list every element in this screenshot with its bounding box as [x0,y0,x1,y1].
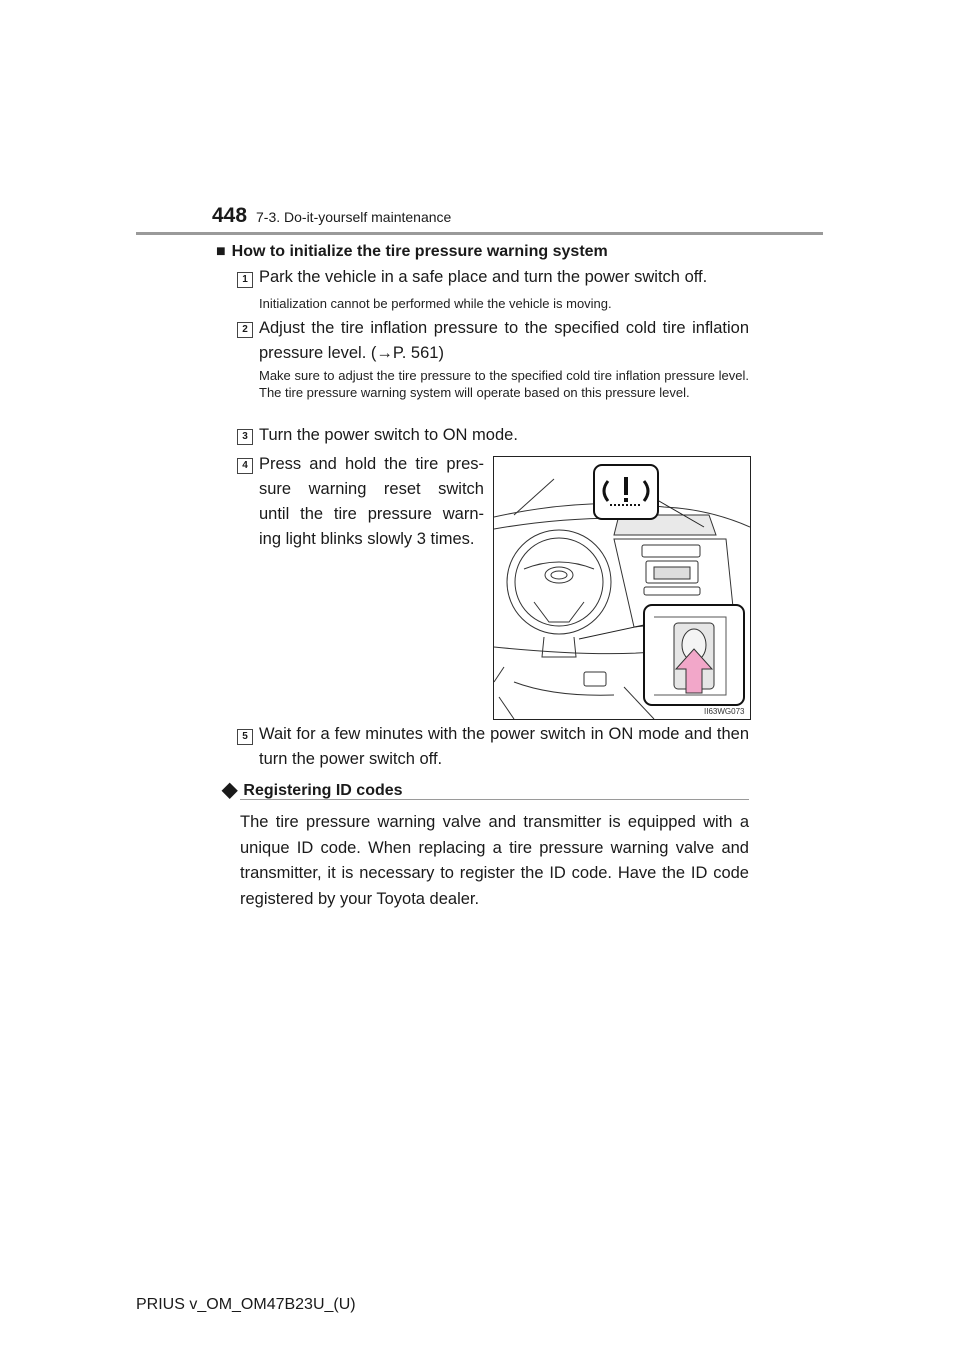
subsection-heading [222,776,403,801]
section-title: 7-3. Do-it-yourself maintenance [256,209,452,225]
dashboard-drawing [494,457,750,719]
step-1-note: Initialization cannot be performed while the vehicle is moving. [259,296,612,311]
step-number-1: 1 [237,272,253,288]
dashboard-illustration [493,456,751,720]
step-number-5: 5 [237,729,253,745]
step-2-note: Make sure to adjust the tire pressure to the specified cold tire inflation pressure level. The tire pressure warning system will operate based on this pressure level. [259,368,749,400]
step-4-text [259,452,484,552]
procedure-heading-text: How to initialize the tire pressure warning system [231,243,608,260]
header-divider [136,232,823,235]
step-1-text: Park the vehicle in a safe place and turn the power switch off. [259,268,708,286]
step-number-4: 4 [237,458,253,474]
step-2-text: Adjust the tire inflation pressure to the specified cold tire inflation pressure level. (→P. 561) [259,319,749,362]
step-4-line: Press and hold the tire pres- [259,455,484,473]
subsection-title: Registering ID codes [243,782,403,799]
footer-model-code: PRIUS v_OM_OM47B23U_(U) [136,1296,356,1313]
step-number-3: 3 [237,429,253,445]
step-4-line: until the tire pressure warn- [259,505,484,523]
step-number-2: 2 [237,322,253,338]
step-3-text: Turn the power switch to ON mode. [259,426,518,444]
diamond-bullet-icon: ◆ [222,779,238,801]
subsection-divider [240,799,749,800]
step-4-line: sure warning reset switch [259,480,484,498]
step-5-text: Wait for a few minutes with the power switch in ON mode and then turn the power switch off. [259,725,749,768]
figure-code: II63WG073 [704,707,745,716]
square-bullet-icon: ■ [216,243,226,260]
step-4-line: ing light blinks slowly 3 times. [259,530,475,548]
subsection-text: The tire pressure warning valve and transmitter is equipped with a unique ID code. When replacing a tire pressure warning valve and transmitter, it is necessary to register the ID code. Have the ID code registered by your Toyota dealer. [240,813,749,908]
procedure-heading [216,243,608,261]
page-number: 448 [212,204,248,227]
